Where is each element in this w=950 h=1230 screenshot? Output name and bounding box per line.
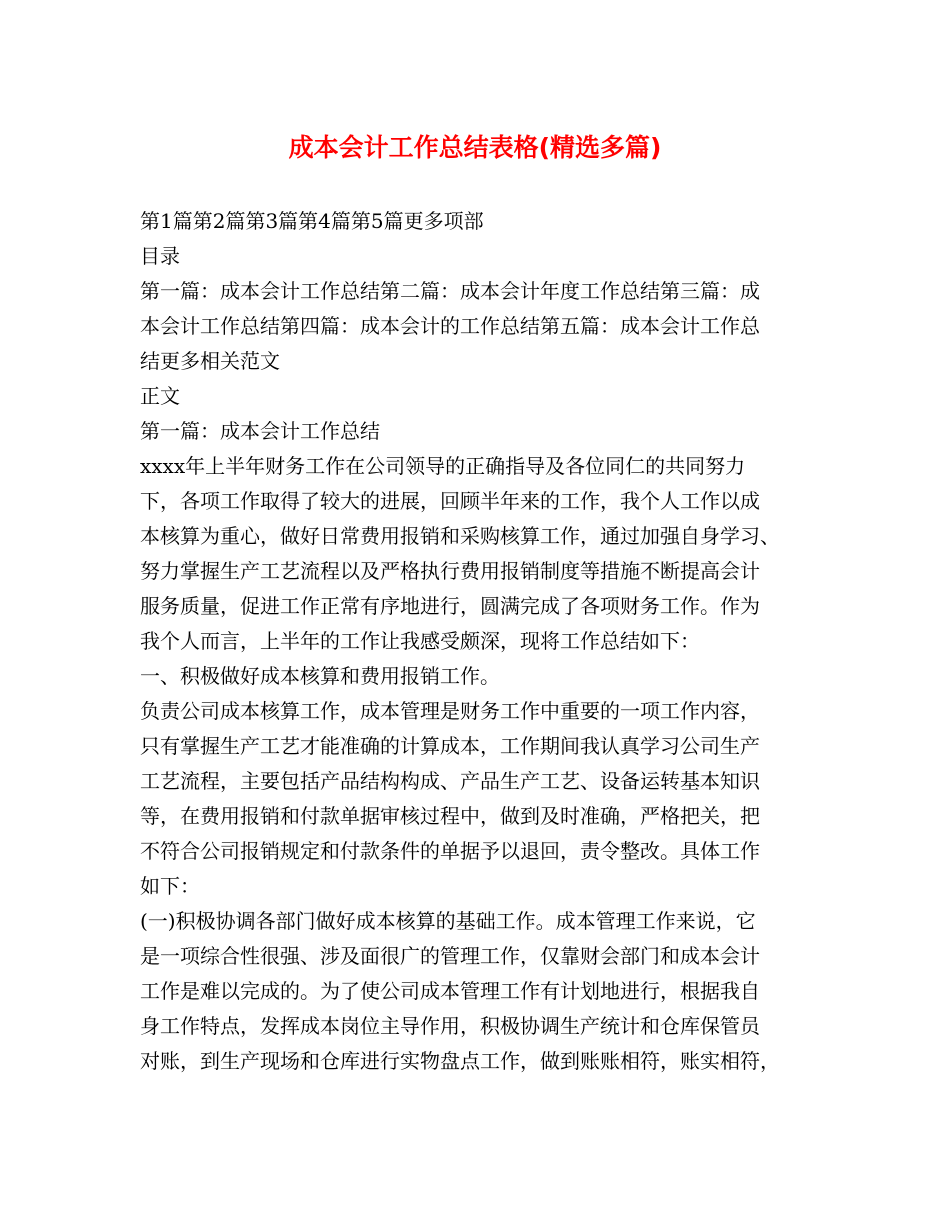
body-line: 工艺流程，主要包括产品结构构成、产品生产工艺、设备运转基本知识 — [140, 769, 760, 793]
body-line: 下，各项工作取得了较大的进展，回顾半年来的工作，我个人工作以成 — [140, 489, 760, 513]
body-line: 目录 — [140, 244, 180, 268]
body-line: xxxx年上半年财务工作在公司领导的正确指导及各位同仁的共同努力 — [140, 454, 746, 478]
body-line: 结更多相关范文 — [140, 349, 280, 373]
body-line: 对账，到生产现场和仓库进行实物盘点工作，做到账账相符，账实相符， — [140, 1049, 780, 1073]
body-line: 负责公司成本核算工作，成本管理是财务工作中重要的一项工作内容， — [140, 699, 760, 723]
body-line: 本核算为重心，做好日常费用报销和采购核算工作，通过加强自身学习、 — [140, 524, 780, 548]
body-line: 服务质量，促进工作正常有序地进行，圆满完成了各项财务工作。作为 — [140, 594, 760, 618]
body-line: 第一篇：成本会计工作总结 — [140, 419, 380, 443]
body-line: 努力掌握生产工艺流程以及严格执行费用报销制度等措施不断提高会计 — [140, 559, 760, 583]
body-line: 第一篇：成本会计工作总结第二篇：成本会计年度工作总结第三篇：成 — [140, 279, 760, 303]
body-line: 身工作特点，发挥成本岗位主导作用，积极协调生产统计和仓库保管员 — [140, 1014, 760, 1038]
body-line: 不符合公司报销规定和付款条件的单据予以退回，责令整改。具体工作 — [140, 839, 760, 863]
body-line: 一、积极做好成本核算和费用报销工作。 — [140, 664, 500, 688]
body-line: 等，在费用报销和付款单据审核过程中，做到及时准确，严格把关，把 — [140, 804, 760, 828]
body-line: 第1篇第2篇第3篇第4篇第5篇更多项部 — [140, 209, 484, 233]
body-line: 正文 — [140, 384, 180, 408]
body-line: 我个人而言，上半年的工作让我感受颇深，现将工作总结如下： — [140, 629, 700, 653]
body-line: 工作是难以完成的。为了使公司成本管理工作有计划地进行，根据我自 — [140, 979, 760, 1003]
body-line: 如下： — [140, 874, 200, 898]
body-line: 是一项综合性很强、涉及面很广的管理工作，仅靠财会部门和成本会计 — [140, 944, 760, 968]
body-line: 只有掌握生产工艺才能准确的计算成本，工作期间我认真学习公司生产 — [140, 734, 760, 758]
body-line: 本会计工作总结第四篇：成本会计的工作总结第五篇：成本会计工作总 — [140, 314, 760, 338]
document-title: 成本会计工作总结表格(精选多篇) — [288, 133, 662, 162]
document-body — [140, 204, 830, 1079]
body-line: (一)积极协调各部门做好成本核算的基础工作。成本管理工作来说，它 — [140, 909, 756, 933]
